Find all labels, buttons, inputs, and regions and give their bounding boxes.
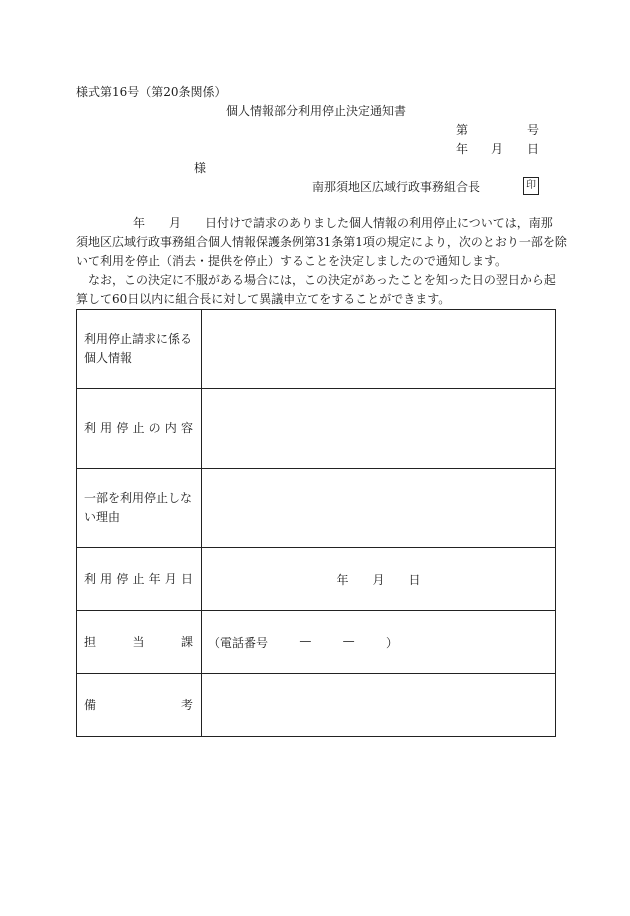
seal-mark: 印 <box>523 177 539 195</box>
body-text-2: 須地区広域行政事務組合個人情報保護条例第31条第1項の規定により，次のとおり一部を除 <box>76 235 567 249</box>
doc-number-dai: 第 <box>456 123 469 137</box>
value-department <box>202 611 556 674</box>
label-department: 担 当 課 <box>77 611 202 674</box>
body-year: 年 <box>133 216 146 230</box>
details-table <box>76 309 556 737</box>
notice-paragraph-2 <box>76 271 554 309</box>
table-row <box>77 389 556 469</box>
issuer-name: 南那須地区広域行政事務組合長 <box>312 180 481 194</box>
table-row <box>77 611 556 674</box>
addressee-suffix: 様 <box>194 161 207 175</box>
label-suspension-date: 利 用 停 止 年 月 日 <box>77 548 202 611</box>
label-suspension-content: 利 用 停 止 の 内 容 <box>77 389 202 469</box>
label-remarks: 備 考 <box>77 674 202 737</box>
table-row <box>77 674 556 737</box>
document-title: 個人情報部分利用停止決定通知書 <box>226 104 407 118</box>
table-row <box>77 310 556 389</box>
table-row <box>77 469 556 548</box>
body-text-1: 日付けで請求のありました個人情報の利用停止については，南那 <box>205 216 553 230</box>
value-personal-info <box>202 310 556 389</box>
form-number: 様式第16号（第20条関係） <box>76 85 227 99</box>
doc-number-go: 号 <box>527 123 540 137</box>
issue-date-month: 月 <box>491 142 504 156</box>
issue-date-day: 日 <box>527 142 540 156</box>
body-text-4: なお，この決定に不服がある場合には，この決定があったことを知った日の翌日から起 <box>88 273 556 287</box>
body-month: 月 <box>169 216 182 230</box>
value-reason <box>202 469 556 548</box>
issue-date-year: 年 <box>456 142 469 156</box>
phone-number: （電話番号 — — ） <box>208 633 398 650</box>
body-text-5: 算して60日以内に組合長に対して異議申立てをすることができます。 <box>76 292 451 306</box>
value-suspension-date: 年 月 日 <box>202 548 556 611</box>
label-reason: 一部を利用停止しない理由 <box>77 469 202 548</box>
notice-paragraph-1 <box>76 214 567 271</box>
table-row <box>77 548 556 611</box>
value-suspension-content <box>202 389 556 469</box>
label-personal-info: 利用停止請求に係る個人情報 <box>77 310 202 389</box>
body-text-3: いて利用を停止（消去・提供を停止）することを決定しましたので通知します。 <box>76 254 508 268</box>
value-remarks <box>202 674 556 737</box>
